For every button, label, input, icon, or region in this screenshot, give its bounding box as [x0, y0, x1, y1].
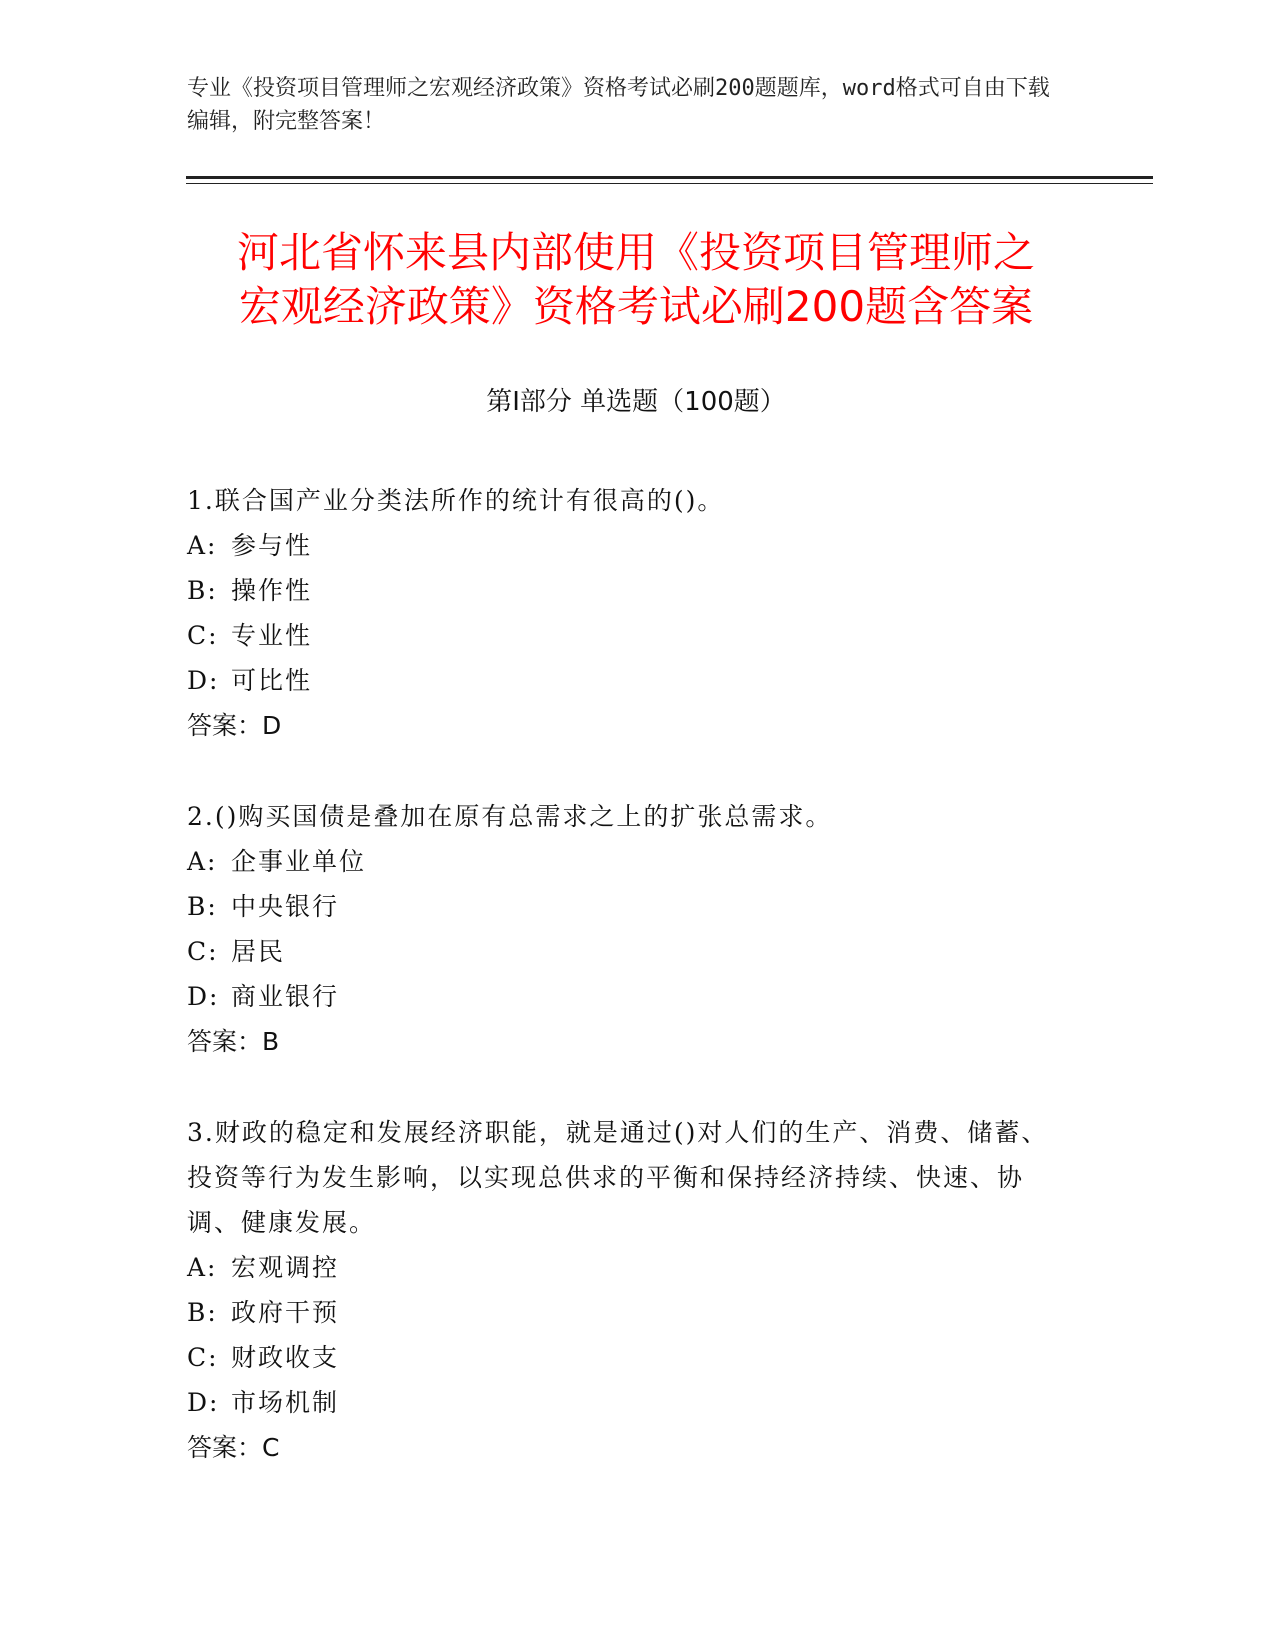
option-a: [187, 1245, 1067, 1290]
answer: 答案：D: [187, 711, 282, 740]
option-a: [187, 839, 1067, 884]
option-d: [187, 1380, 1067, 1425]
option-a: [187, 523, 1067, 568]
option-letter: A:: [187, 847, 218, 876]
option-letter: D:: [187, 982, 220, 1011]
question-3: [187, 1110, 1067, 1470]
section-title: 第Ⅰ部分 单选题（100题）: [486, 387, 786, 417]
option-text: 市场机制: [231, 1388, 340, 1417]
option-text: 中央银行: [231, 892, 340, 921]
answer: 答案：C: [187, 1433, 280, 1462]
option-b: [187, 568, 1067, 613]
option-letter: A:: [187, 1253, 218, 1282]
question-stem: 1.联合国产业分类法所作的统计有很高的()。: [187, 486, 725, 515]
question-list: [187, 478, 1067, 1516]
document-title-line-2: 宏观经济政策》资格考试必刷200题含答案: [238, 282, 1034, 331]
question-stem: 3.财政的稳定和发展经济职能，就是通过()对人们的生产、消费、储蓄、投资等行为发生影响，以实现总供求的平衡和保持经济持续、快速、协调、健康发展。: [187, 1118, 1049, 1237]
question-stem: 2.()购买国债是叠加在原有总需求之上的扩张总需求。: [187, 802, 833, 831]
option-text: 可比性: [231, 666, 313, 695]
option-letter: C:: [187, 621, 219, 650]
option-letter: B:: [187, 892, 218, 921]
document-title: [186, 226, 1086, 334]
header-rule-thick: [186, 176, 1153, 179]
option-letter: D:: [187, 1388, 220, 1417]
option-letter: C:: [187, 1343, 219, 1372]
option-text: 操作性: [231, 576, 313, 605]
option-text: 专业性: [231, 621, 313, 650]
option-c: [187, 929, 1067, 974]
option-text: 宏观调控: [231, 1253, 340, 1282]
answer: 答案：B: [187, 1027, 280, 1056]
question-1: [187, 478, 1067, 748]
option-letter: C:: [187, 937, 219, 966]
option-letter: D:: [187, 666, 220, 695]
option-d: [187, 658, 1067, 703]
option-text: 参与性: [231, 531, 313, 560]
option-text: 财政收支: [231, 1343, 340, 1372]
document-title-line-1: 河北省怀来县内部使用《投资项目管理师之: [236, 228, 1035, 277]
option-text: 居民: [231, 937, 286, 966]
option-d: [187, 974, 1067, 1019]
option-b: [187, 884, 1067, 929]
option-b: [187, 1290, 1067, 1335]
header-note: 专业《投资项目管理师之宏观经济政策》资格考试必刷200题题库，word格式可自由下载编辑，附完整答案！: [187, 76, 1050, 134]
option-letter: B:: [187, 576, 218, 605]
option-letter: B:: [187, 1298, 218, 1327]
option-text: 商业银行: [231, 982, 340, 1011]
option-text: 政府干预: [231, 1298, 340, 1327]
header-rule-thin: [186, 183, 1153, 184]
option-c: [187, 613, 1067, 658]
option-c: [187, 1335, 1067, 1380]
option-text: 企事业单位: [231, 847, 367, 876]
option-letter: A:: [187, 531, 218, 560]
question-2: [187, 794, 1067, 1064]
